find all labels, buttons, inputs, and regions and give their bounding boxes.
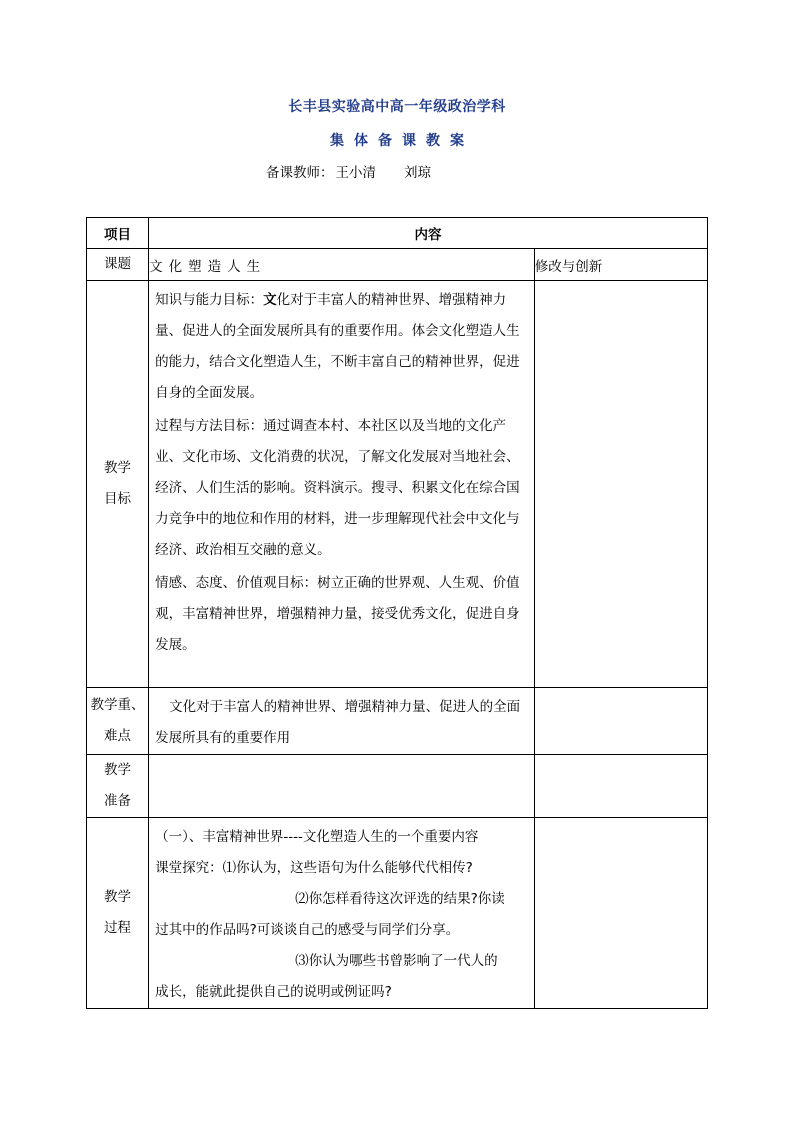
key-points-row [87,688,708,755]
key-points-revise-cell [534,688,707,755]
process-line-1: （一）、丰富精神世界----文化塑造人生的一个重要内容 [155,829,479,845]
topic-label: 课题 [87,249,149,281]
preparation-content [149,755,535,818]
teacher-name-1: 王小清 [335,165,376,181]
topic-row [87,249,708,281]
objectives-label-line2: 目标 [104,491,132,507]
teachers-line [266,161,431,181]
preparation-label-line1: 教学 [104,762,132,778]
process-line-2: 课堂探究：⑴你认为，这些语句为什么能够代代相传? [155,860,473,876]
process-label-line1: 教学 [104,889,132,905]
table-header-row [87,218,708,249]
document-title: 长丰县实验高中高一年级政治学科 [288,99,506,115]
document-subtitle: 集体备课教案 [330,133,474,149]
process-label [87,818,149,1009]
header-item: 项目 [87,218,149,249]
process-line-3: ⑵你怎样看待这次评选的结果?你读 [295,891,505,907]
process-line-4: 过其中的作品吗?可谈谈自己的感受与同学们分享。 [155,922,460,938]
objectives-content [149,281,535,688]
key-points-label-line1: 教学重、 [90,697,145,713]
objectives-row [87,281,708,688]
knowledge-objective [155,285,528,409]
objectives-revise-cell [534,281,707,688]
key-points-label [87,688,149,755]
key-points-label-line2: 难点 [104,728,132,744]
preparation-label-line2: 准备 [104,793,132,809]
process-line-5: ⑶你认为哪些书曾影响了一代人的 [295,953,498,969]
emotion-objective: 情感、态度、价值观目标：树立正确的世界观、人生观、价值观，丰富精神世界，增强精神力量，接受优秀文化，促进自身发展。 [155,575,520,653]
knowledge-text: 化对于丰富人的精神世界、增强精神力量、促进人的全面发展所具有的重要作用。体会文化塑造人生的能力，结合文化塑造人生，不断丰富自己的精神世界，促进自身的全面发展。 [155,292,520,401]
key-points-content: 文化对于丰富人的精神世界、增强精神力量、促进人的全面发展所具有的重要作用 [149,688,535,755]
process-objective: 过程与方法目标：通过调查本村、本社区以及当地的文化产业、文化市场、文化消费的状况，了解文化发展对当地社会、经济、人们生活的影响。资料演示。搜寻、积累文化在综合国力竞争中的地位和作用的材料，进一步理解现代社会中文化与经济、政治相互交融的意义。 [155,418,520,558]
process-label-line2: 过程 [104,920,132,936]
process-line-6: 成长，能就此提供自己的说明或例证吗? [155,984,392,1000]
knowledge-prefix: 知识与能力目标： [155,292,264,308]
process-content [149,818,535,1009]
topic-value: 文化塑造人生 [149,249,535,281]
preparation-row [87,755,708,818]
process-revise-cell [534,818,707,1009]
objectives-label-line1: 教学 [104,460,132,476]
preparation-label [87,755,149,818]
preparation-revise-cell [534,755,707,818]
objectives-label [87,281,149,688]
header-content: 内容 [149,218,708,249]
teachers-label: 备课教师： [266,165,334,181]
revise-label: 修改与创新 [534,249,707,281]
lesson-plan-table [86,217,708,1009]
knowledge-bold: 文 [263,292,277,308]
teacher-name-2: 刘琼 [404,165,431,181]
process-row [87,818,708,1009]
